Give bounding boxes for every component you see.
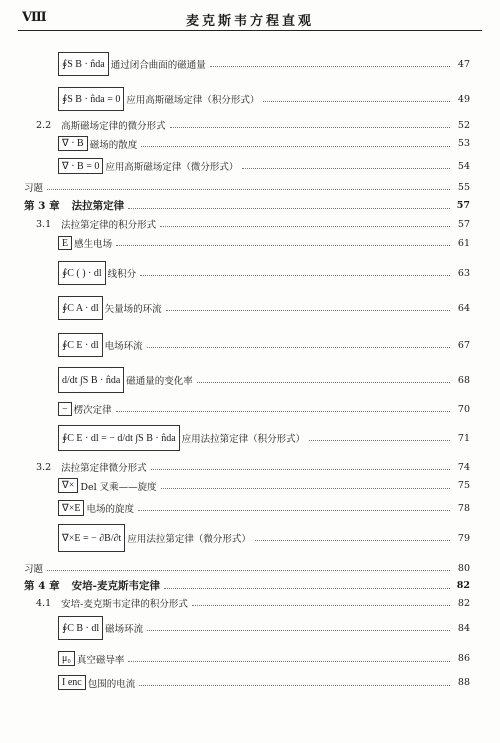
leader-dots [151,468,450,470]
entry-title: 法拉第定律微分形式 [61,463,147,474]
formula-box: d/dt ∫S B · n̂da [58,367,124,393]
formula-box: ∮S B · n̂da = 0 [58,87,124,111]
toc-chapter[interactable] [0,198,470,213]
leader-dots [242,167,450,169]
toc-entry[interactable] [0,136,470,151]
page-number: Ⅷ [22,10,47,25]
leader-dots [263,100,450,102]
entry-title: 应用法拉第定律（积分形式） [181,434,306,445]
formula-box: ∮C A · dl [58,296,103,320]
toc-entry[interactable] [0,180,470,194]
leader-dots [166,309,450,311]
entry-title: 习题 [24,564,44,575]
leader-dots [128,660,450,662]
page-ref: 80 [457,562,470,574]
formula-box: ∮C ( ) · dl [58,261,106,285]
formula-box: − [58,402,72,416]
toc-entry[interactable] [0,158,470,174]
entry-title: Del 叉乘——旋度 [80,481,157,493]
page-ref: 61 [457,237,470,249]
toc-entry[interactable] [0,367,470,393]
leader-dots [170,126,450,128]
toc-entry[interactable] [0,478,470,493]
page-ref: 57 [456,200,470,211]
page-ref: 78 [457,502,470,514]
formula-box: ∇× [58,478,78,493]
toc-entry[interactable] [0,261,470,285]
leader-dots [141,145,450,147]
entry-title: 法拉第定律的积分形式 [61,220,157,231]
leader-dots [128,207,450,209]
leader-dots [210,65,450,67]
toc-entry[interactable] [0,616,470,640]
toc-entry[interactable] [0,333,470,357]
entry-title: 磁通量的变化率 [126,376,193,387]
section-number: 3.2 [36,461,52,473]
page-ref: 88 [457,677,470,688]
toc-entry[interactable] [0,675,470,690]
entry-title: 包围的电流 [87,678,136,690]
leader-dots [197,381,450,383]
entry-title: 线积分 [107,269,137,280]
page-ref: 70 [457,403,470,415]
page-ref: 71 [457,432,470,444]
formula-box: I enc [58,675,86,690]
leader-dots [160,225,450,227]
chapter-title: 安培-麦克斯韦定律 [71,580,160,592]
toc-entry[interactable] [0,500,470,516]
leader-dots [147,346,450,348]
toc-chapter[interactable] [0,578,470,593]
formula-box: ∮C E · dl = − d/dt ∫S B · n̂da [58,425,180,451]
leader-dots [164,587,450,589]
entry-title: 感生电场 [74,239,113,250]
formula-box: μ₀ [58,651,75,666]
entry-title: 安培-麦克斯韦定律的积分形式 [61,599,188,610]
chapter-title: 法拉第定律 [71,200,125,212]
entry-title: 电场的旋度 [86,504,134,515]
toc-entry[interactable] [0,402,470,416]
page-ref: 82 [456,580,470,591]
entry-title: 通过闭合曲面的磁通量 [110,60,206,71]
leader-dots [138,509,450,511]
entry-title: 真空磁导率 [76,654,125,666]
leader-dots [192,604,450,606]
leader-dots [116,244,450,246]
leader-dots [116,410,450,412]
page-ref: 53 [457,138,470,149]
page-ref: 82 [457,597,470,609]
entry-title: 电场环流 [104,341,143,352]
book-title: 麦克斯韦方程直观 [185,14,314,29]
leader-dots [139,684,450,686]
entry-title: 应用高斯磁场定律（微分形式） [105,162,239,173]
formula-box: ∇×E = − ∂B/∂t [58,524,125,552]
entry-title: 习题 [24,183,44,194]
page-ref: 63 [457,267,470,279]
formula-box: ∇ · B = 0 [58,158,103,174]
chapter-number: 第 4 章 [24,580,60,592]
page-ref: 47 [457,58,470,70]
leader-dots [161,487,450,489]
toc-entry[interactable] [0,651,470,666]
section-number: 3.1 [36,218,52,230]
entry-title: 矢量场的环流 [104,304,162,315]
toc-entry[interactable] [0,118,470,132]
entry-title: 高斯磁场定律的微分形式 [61,121,166,132]
chapter-number: 第 3 章 [24,200,60,212]
toc-entry[interactable] [0,52,470,76]
page-ref: 68 [457,374,470,386]
leader-dots [47,188,450,190]
page-ref: 79 [457,532,470,544]
page-ref: 57 [457,218,470,230]
page-ref: 54 [457,160,470,172]
entry-title: 应用法拉第定律（微分形式） [127,534,251,545]
leader-dots [255,539,450,541]
page-ref: 55 [457,181,470,193]
formula-box: ∇×E [58,500,84,516]
page-ref: 52 [457,119,470,131]
toc-entry[interactable] [0,425,470,451]
page-header [18,8,482,31]
toc-entry[interactable] [0,596,470,610]
toc-entry[interactable] [0,87,470,111]
toc-entry[interactable] [0,236,470,250]
page-ref: 49 [457,93,470,105]
toc-entry[interactable] [0,561,470,575]
page-ref: 74 [457,461,470,473]
page-ref: 67 [457,339,470,351]
toc-entry[interactable] [0,460,470,474]
formula-box: ∮C E · dl [58,333,103,357]
formula-box: ∇ · B [58,136,88,151]
entry-title: 应用高斯磁场定律（积分形式） [126,95,260,106]
page-ref: 64 [457,302,470,314]
page-ref: 75 [457,480,470,491]
section-number: 2.2 [36,119,52,131]
leader-dots [140,274,450,276]
toc-entry[interactable] [0,296,470,320]
entry-title: 磁场环流 [105,624,144,635]
formula-box: ∮S B · n̂da [58,52,109,76]
leader-dots [309,439,450,441]
leader-dots [147,629,450,631]
formula-box: ∮C B · dl [58,616,103,640]
leader-dots [47,569,450,571]
section-number: 4.1 [36,597,52,609]
toc-entry[interactable] [0,217,470,231]
entry-title: 磁场的散度 [89,139,138,151]
toc-entry[interactable] [0,524,470,552]
formula-box: E [58,236,72,250]
entry-title: 楞次定律 [73,405,112,416]
page-ref: 86 [457,653,470,664]
page-ref: 84 [457,622,470,634]
